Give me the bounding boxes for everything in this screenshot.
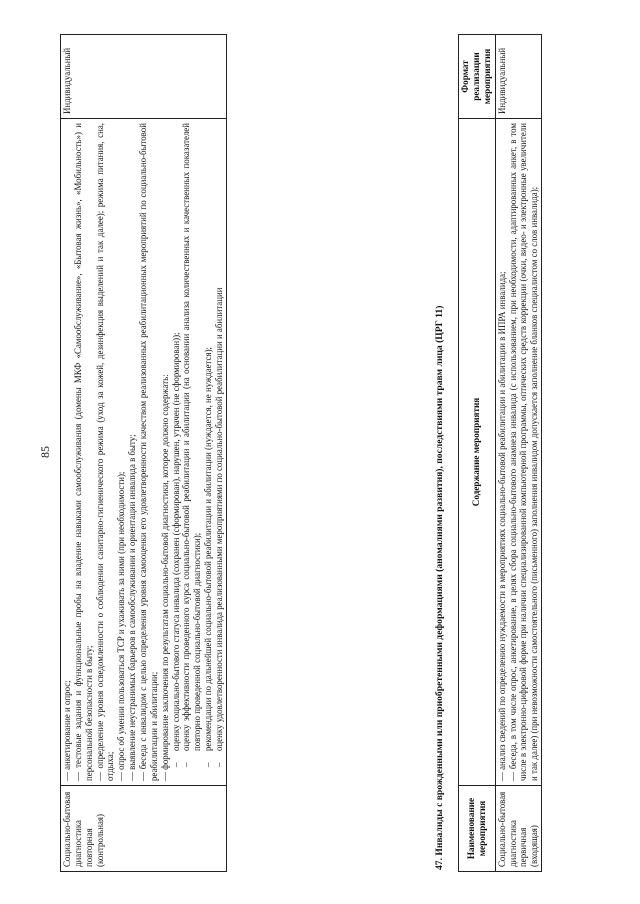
sub-list-text: оценку эффективности проведенного курса социально-бытовой реабилитации и абилитации (на основании анализа количественных и качественных показателей повторно проведенной социально-бытовой диагностики);	[181, 123, 203, 751]
header-activity-content: Содержание мероприятия	[459, 119, 496, 786]
activity-content	[61, 119, 227, 786]
list-item: — беседа с инвалидом с целью определения уровня самооценки его удовлетворенности качеством реализованных реабилитационных мероприятий по социально-бытовой реабилитации и абилитации;	[138, 123, 159, 781]
activity-table-continued	[60, 34, 227, 872]
list-item: — тестовые задания и функциональные пробы на владение навыками самообслуживания (домены МКФ «Самообслуживание», «Бытовая жизнь», «Мобильность») и персональной безопасности в быту;	[72, 123, 94, 781]
header-activity-name: Наименование мероприятия	[459, 786, 496, 872]
list-item: — анализ сведений по определению нуждаемости в мероприятиях социально-бытовой реабилитации и абилитации в ИПРА инвалида;	[496, 271, 507, 781]
header-activity-format: Формат реализации мероприятия	[459, 35, 496, 119]
sub-list-text: оценку социально-бытового статуса инвалида (сохранен (сформирован), нарушен, утрачен (не сформирован));	[170, 332, 181, 751]
section-title: 47. Инвалиды с врожденными или приобретенными деформациями (аномалиями развития), последствиями травм лица (ЦРГ 11)	[434, 305, 445, 870]
activity-name: Социально-бытовая диагностика первичная (входящая)	[495, 786, 541, 872]
activity-content	[495, 119, 541, 786]
list-item: — опрос об умении пользоваться ТСР и ухаживать за ними (при необходимости);	[116, 471, 127, 781]
list-item: — беседа, в том числе опрос, анкетирование, в целях сбора социально-бытового анамнеза инвалида (с использованием, при необходимости, адаптированных анкет, в том числе в электронно-цифровой форме при наличии специализированной компьютерной программы, оптических средств коррекции (очки, видео- и электронные увеличители и так далее) (при невозможности самостоятельного (письменного) заполнения инвалидом допускается заполнение бланков специалистом со слов инвалида);	[507, 123, 540, 781]
dash-marker: –	[203, 762, 214, 767]
activity-name: Социально-бытовая диагностика повторная (контрольная)	[61, 786, 227, 872]
sub-list-item	[171, 123, 182, 781]
sub-list-item	[203, 123, 214, 781]
list-item: — анкетирование и опрос;	[62, 680, 72, 781]
list-item: — выявление неустранимых барьеров в самообслуживании и ориентации инвалида в быту;	[127, 434, 138, 781]
rotated-sheet	[20, 22, 620, 882]
table-row	[495, 35, 541, 872]
dash-marker: –	[214, 762, 225, 767]
sub-list-text: рекомендации по дальнейшей социально-бытовой реабилитации и абилитации (нуждается, не нуждается);	[203, 347, 214, 751]
table-header-row	[459, 35, 496, 872]
page-number: 85	[38, 446, 52, 458]
list-item: — определение уровня осведомленности о соблюдении санитарно-гигиенического режима (уход за кожей, дезинфекция выделений и так далее); режима питания, сна, отдыха;	[94, 123, 116, 781]
dash-marker: –	[170, 762, 181, 767]
activity-format: Индивидуальный	[495, 35, 541, 119]
dash-marker: –	[181, 762, 192, 767]
activity-table	[458, 34, 542, 872]
sub-list-item	[181, 123, 203, 781]
table-row	[61, 35, 227, 872]
sub-list-item	[214, 123, 225, 781]
activity-format: Индивидуальный	[61, 35, 227, 119]
sub-list-text: оценку удовлетворенности инвалида реализованными мероприятиями по социально-бытовой реабилитации и абилитации	[214, 287, 225, 751]
list-item: — формирование заключения по результатам социально-бытовой диагностики, которое должно содержать:	[159, 374, 170, 781]
